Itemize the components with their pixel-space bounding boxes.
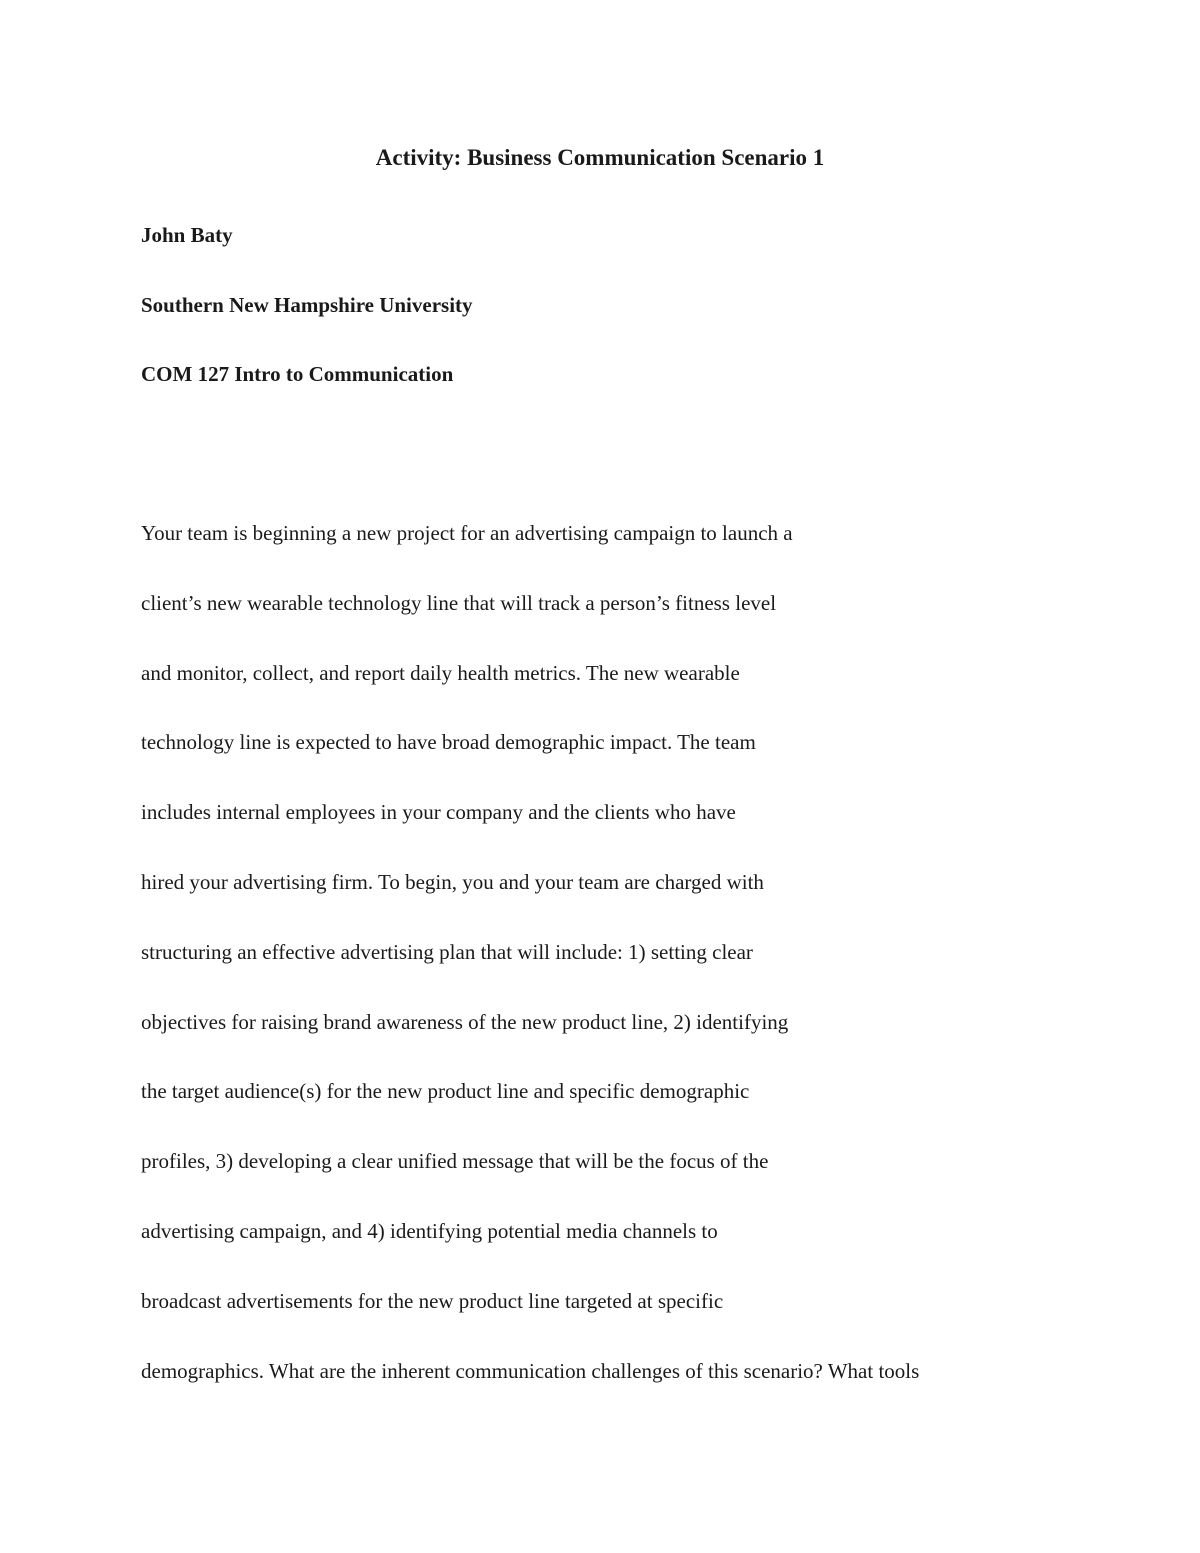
institution-name: Southern New Hampshire University xyxy=(141,293,473,317)
body-line: Your team is beginning a new project for an advertising campaign to launch a xyxy=(141,521,793,545)
body-line: advertising campaign, and 4) identifying potential media channels to xyxy=(141,1218,718,1243)
body-line: demographics. What are the inherent communication challenges of this scenario? What tools xyxy=(141,1358,920,1383)
body-line: the target audience(s) for the new product line and specific demographic xyxy=(141,1079,750,1104)
author-name: John Baty xyxy=(141,223,233,247)
body-paragraph xyxy=(141,499,919,1406)
body-line: client’s new wearable technology line that will track a person’s fitness level xyxy=(141,590,777,615)
body-line: profiles, 3) developing a clear unified message that will be the focus of the xyxy=(141,1149,769,1174)
body-line: objectives for raising brand awareness of the new product line, 2) identifying xyxy=(141,1009,789,1034)
body-line: structuring an effective advertising plan that will include: 1) setting clear xyxy=(141,939,753,964)
body-line: technology line is expected to have broad demographic impact. The team xyxy=(141,730,756,755)
document-title: Activity: Business Communication Scenario 1 xyxy=(375,145,825,170)
body-line: hired your advertising firm. To begin, you and your team are charged with xyxy=(141,869,764,894)
body-line: includes internal employees in your company and the clients who have xyxy=(141,800,736,825)
body-line: broadcast advertisements for the new product line targeted at specific xyxy=(141,1288,724,1313)
body-line: and monitor, collect, and report daily health metrics. The new wearable xyxy=(141,660,740,685)
course-name: COM 127 Intro to Communication xyxy=(141,362,454,386)
